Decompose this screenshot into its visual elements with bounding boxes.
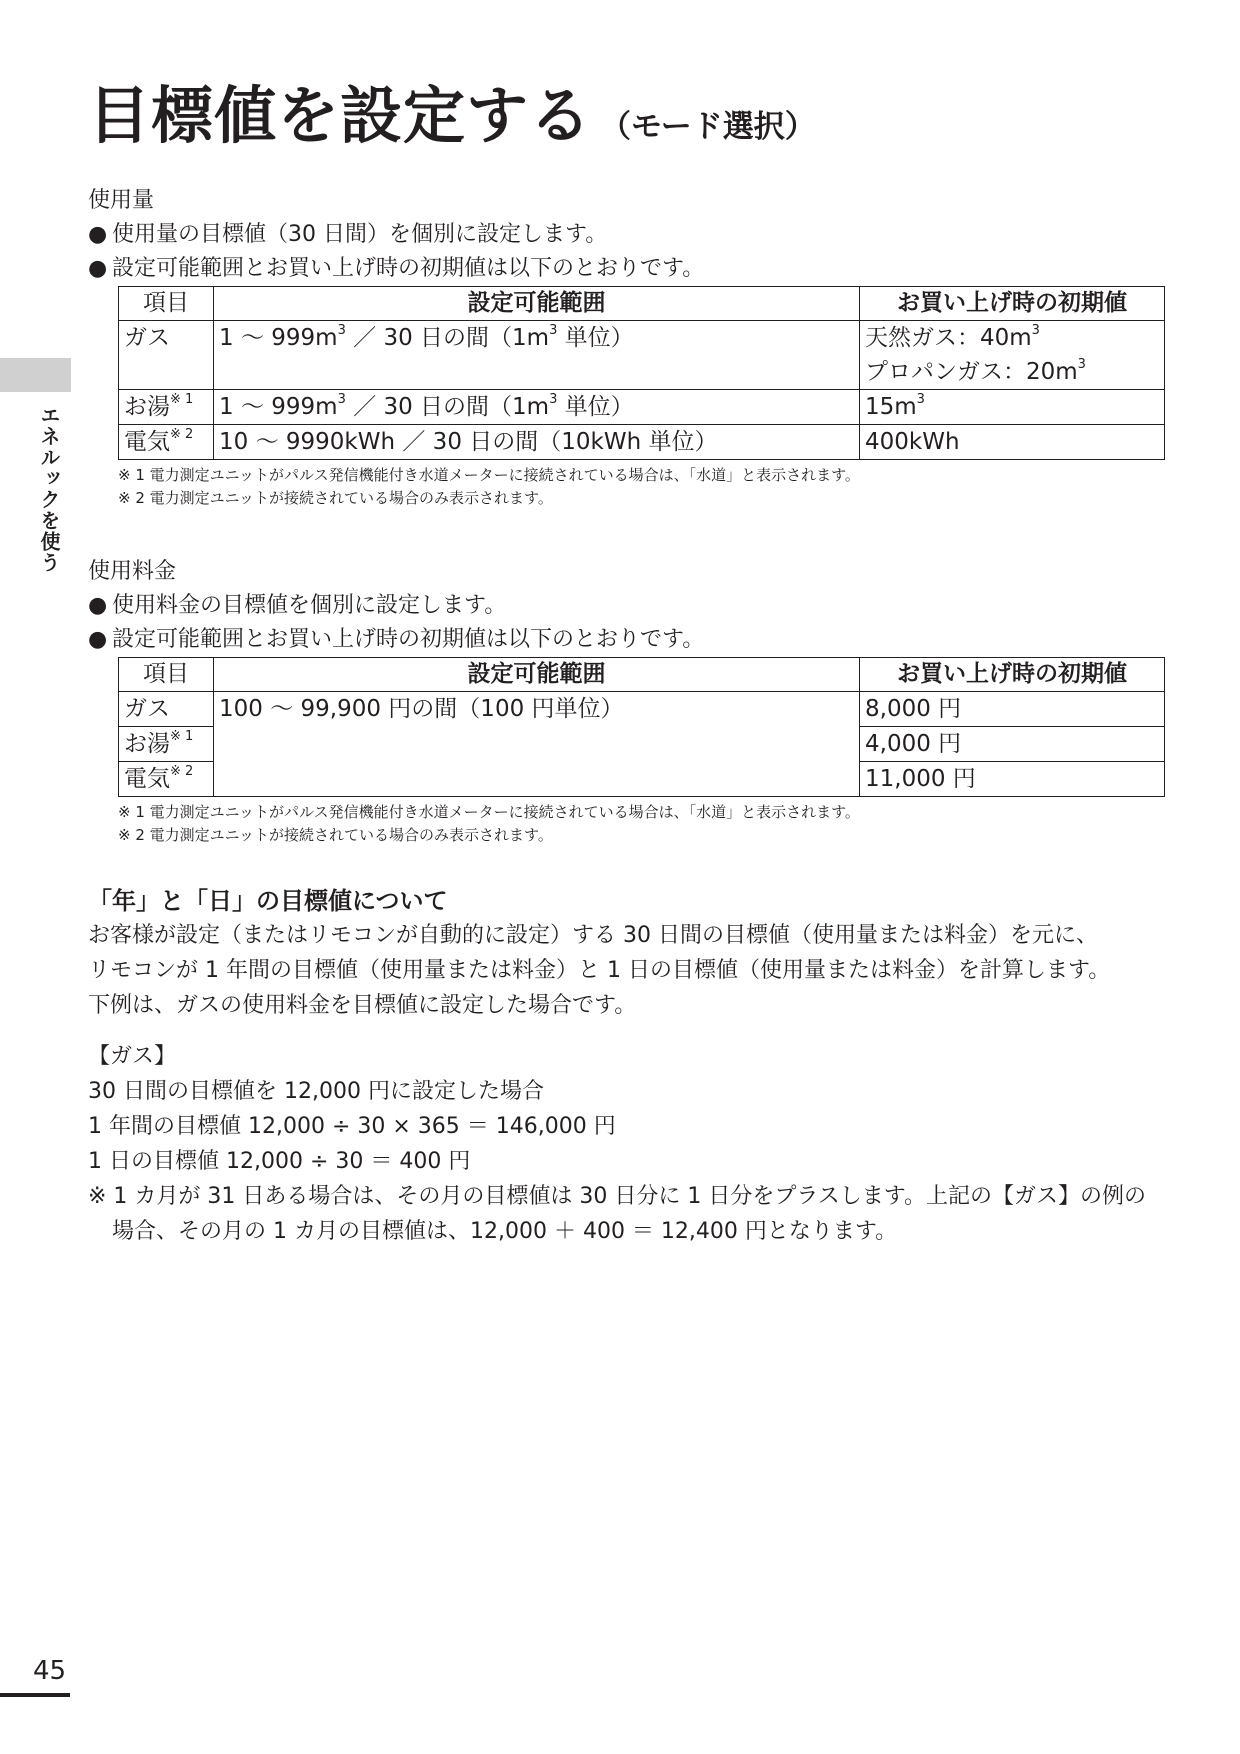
row-default-line: 天然ガス：$40m^3$ [865,323,1040,351]
fee-table [118,657,1165,797]
bullet-icon: ● [88,593,108,618]
usage-notes [118,464,1164,510]
usage-bullet [88,252,1164,286]
row-default: $15m^3$ [860,390,1165,425]
fee-bullet-text: 使用料金の目標値を個別に設定します。 [112,593,507,618]
usage-bullet-text: 設定可能範囲とお買い上げ時の初期値は以下のとおりです。 [112,256,705,281]
table-row [119,321,1165,390]
row-range: 1 ～ $999m^3$ ／ 30 日の間（$1m^3$ 単位） [214,390,860,425]
example-label: 【ガス】 [88,1044,177,1069]
row-item: お湯$^{※ 1}$ [119,390,214,425]
table-row [119,390,1165,425]
fee-bullet [88,623,1164,657]
page-number: 45 [33,1656,67,1686]
footnote: ※ 1 電力測定ユニットがパルス発信機能付き水道メーターに接続されている場合は、「水道」と表示されます。 [118,466,860,484]
fee-section [88,555,1164,847]
footnote: ※ 2 電力測定ユニットが接続されている場合のみ表示されます。 [118,489,553,507]
usage-heading: 使用量 [88,188,155,213]
table-row [119,425,1165,460]
example-line: 30 日間の目標値を 12,000 円に設定した場合 [88,1079,544,1104]
header-range: 設定可能範囲 [214,658,860,692]
row-item: ガス [119,692,214,727]
header-item: 項目 [119,658,214,692]
paragraph-line: お客様が設定（またはリモコンが自動的に設定）する 30 日間の目標値（使用量または料金）を元に、 [88,923,1098,948]
bullet-icon: ● [88,222,108,247]
usage-section [88,184,1164,510]
bullet-icon: ● [88,256,108,281]
chapter-tab [0,358,71,392]
usage-bullet-text: 使用量の目標値（30 日間）を個別に設定します。 [112,222,608,247]
row-range: 1 ～ $999m^3$ ／ 30 日の間（$1m^3$ 単位） [214,321,860,390]
page-title-sub: （モード選択） [600,109,816,145]
example-line: 1 日の目標値 12,000 ÷ 30 ＝ 400 円 [88,1149,471,1174]
row-default [860,321,1165,390]
table-header-row [119,287,1165,321]
row-default-line: プロパンガス：$20m^3$ [865,357,1086,385]
bullet-icon: ● [88,627,108,652]
fee-heading: 使用料金 [88,559,177,584]
row-default: 400kWh [860,425,1165,460]
paragraph-line: リモコンが 1 年間の目標値（使用量または料金）と 1 日の目標値（使用量または料金）を計算します。 [88,958,1111,983]
usage-bullet [88,218,1164,252]
header-item: 項目 [119,287,214,321]
year-day-section [88,884,1164,1249]
table-row [119,692,1165,727]
footnote: ※ 2 電力測定ユニットが接続されている場合のみ表示されます。 [118,826,553,844]
row-item: 電気$^{※ 2}$ [119,425,214,460]
row-default: 11,000 円 [860,762,1165,797]
fee-bullet-text: 設定可能範囲とお買い上げ時の初期値は以下のとおりです。 [112,627,705,652]
row-range: 100 ～ 99,900 円の間（100 円単位） [214,692,860,797]
row-item: 電気$^{※ 2}$ [119,762,214,797]
row-default: 8,000 円 [860,692,1165,727]
page-number-rule [0,1693,70,1697]
row-item: お湯$^{※ 1}$ [119,727,214,762]
header-range: 設定可能範囲 [214,287,860,321]
header-default: お買い上げ時の初期値 [860,287,1165,321]
paragraph-line: 下例は、ガスの使用料金を目標値に設定した場合です。 [88,993,637,1018]
header-default: お買い上げ時の初期値 [860,658,1165,692]
chapter-label: エネルックを使う [37,405,61,573]
footnote: ※ 1 電力測定ユニットがパルス発信機能付き水道メーターに接続されている場合は、「水道」と表示されます。 [118,803,860,821]
example-line: 1 年間の目標値 12,000 ÷ 30 × 365 ＝ 146,000 円 [88,1114,616,1139]
page-title-main: 目標値を設定する [88,79,593,152]
year-day-heading: 「年」と「日」の目標値について [88,887,448,915]
fee-bullet [88,589,1164,623]
usage-table [118,286,1165,460]
row-default: 4,000 円 [860,727,1165,762]
page-title [88,66,816,155]
row-range: 10 ～ 9990kWh ／ 30 日の間（10kWh 単位） [214,425,860,460]
example-note: ※ 1 カ月が 31 日ある場合は、その月の目標値は 30 日分に 1 日分をプラスします。上記の【ガス】の例の場合、その月の 1 カ月の目標値は、12,000 ＋ 400 ＝ 12,400 円となります。 [88,1184,1146,1244]
fee-notes [118,801,1164,847]
table-header-row [119,658,1165,692]
row-item: ガス [119,321,214,390]
